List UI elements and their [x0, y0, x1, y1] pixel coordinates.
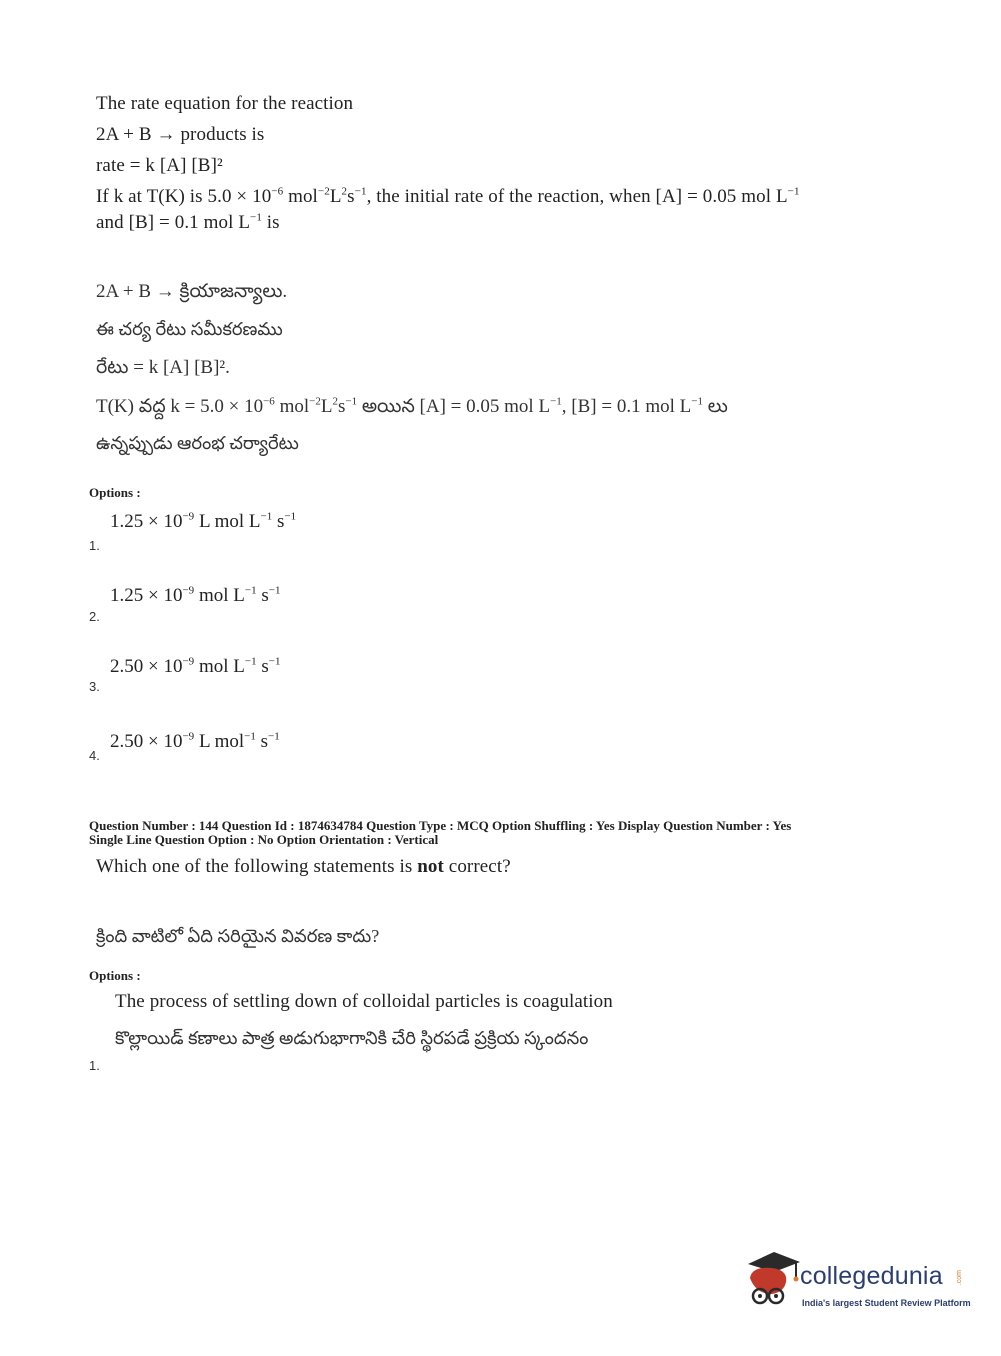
- question-144-meta-line2: Single Line Question Option : No Option Orientation : Vertical: [89, 832, 439, 847]
- question-143-text-line3: rate = k [A] [B]²: [96, 155, 223, 176]
- option-number-2: 2.: [89, 609, 100, 624]
- options-label-144: Options :: [89, 968, 141, 983]
- option-unit: L mol L: [194, 511, 261, 532]
- question-144-text: [96, 856, 511, 878]
- option-coef: 2.50 × 10: [110, 656, 183, 677]
- option-coef: 1.25 × 10: [110, 585, 183, 606]
- option-unit: s: [255, 731, 269, 752]
- q143-l5-b: is: [261, 212, 280, 233]
- question-144-meta-line1: Question Number : 144 Question Id : 1874634784 Question Type : MCQ Option Shuffling : Yes Display Question Number : Yes: [89, 818, 792, 833]
- option-sup: −1: [268, 730, 280, 743]
- option-unit: mol L: [194, 656, 245, 677]
- q143-te-l4-f: , [B] = 0.1 mol L: [561, 396, 692, 417]
- option-sup: −1: [284, 510, 297, 523]
- question-143-telugu-line3: రేటు = k [A] [B]².: [96, 357, 230, 378]
- question-143-text-line4: [96, 186, 800, 208]
- option-2[interactable]: [110, 585, 280, 607]
- option-coef: 2.50 × 10: [110, 731, 183, 752]
- options-label: Options :: [89, 485, 141, 500]
- q144-option-1-te[interactable]: కొల్లాయిడ్ కణాలు పాత్ర అడుగుభాగానికి చేరి స్థిరపడే ప్రక్రియ స్కందనం: [115, 1028, 589, 1048]
- option-sup: −9: [182, 655, 195, 668]
- option-sup: −9: [182, 510, 195, 523]
- option-number-3: 3.: [89, 679, 100, 694]
- question-143-telugu-line1: 2A + B → క్రియాజన్యాలు.: [96, 281, 288, 302]
- q143-te-l4-b: mol: [274, 396, 310, 417]
- q143-sup: −6: [263, 395, 275, 408]
- q144-option-1-en[interactable]: The process of settling down of colloidal particles is coagulation: [115, 991, 613, 1012]
- option-unit: s: [256, 585, 269, 606]
- q143-te-l4-g: లు: [702, 396, 728, 417]
- option-coef: 1.25 × 10: [110, 511, 183, 532]
- q143-te-l4-c: L: [320, 396, 333, 417]
- q143-te-l4-e: అయిన [A] = 0.05 mol L: [357, 396, 551, 417]
- q143-sup: −2: [309, 395, 321, 408]
- q143-te-l4-d: s: [337, 396, 346, 417]
- q143-sup: 2: [332, 395, 338, 408]
- q143-sup: −1: [345, 395, 358, 408]
- option-sup: −9: [182, 584, 195, 597]
- q144-text-b: correct?: [443, 856, 511, 877]
- q143-sup: −1: [250, 211, 262, 224]
- q144-text-a: Which one of the following statements is: [96, 856, 418, 877]
- q143-sup: 2: [341, 185, 348, 198]
- option-sup: −1: [268, 655, 281, 668]
- option-number-1: 1.: [89, 538, 100, 553]
- option-sup: −9: [182, 730, 195, 743]
- q143-sup: −1: [550, 395, 562, 408]
- q143-l4-e: , the initial rate of the reaction, when [A] = 0.05 mol L: [366, 186, 788, 207]
- question-144-telugu: క్రింది వాటిలో ఏది సరియైన వివరణ కాదు?: [96, 926, 380, 946]
- question-143-text-line5: [96, 212, 280, 234]
- q143-te-l4-a: T(K) వద్ద k = 5.0 × 10: [96, 396, 264, 417]
- q143-sup: −1: [354, 185, 367, 198]
- option-number-4: 4.: [89, 748, 100, 763]
- question-143-telugu-line4: [96, 396, 728, 422]
- option-1[interactable]: [110, 511, 296, 533]
- option-sup: −1: [244, 655, 257, 668]
- q143-l4-c: L: [329, 186, 342, 207]
- question-143-text-line1: The rate equation for the reaction: [96, 93, 354, 114]
- option-3[interactable]: [110, 656, 280, 678]
- option-number-144-1: 1.: [89, 1058, 100, 1073]
- option-sup: −1: [244, 584, 257, 597]
- q143-l4-b: mol: [288, 186, 318, 207]
- mascot-icon: [742, 1248, 802, 1312]
- q144-text-bold: not: [417, 856, 444, 877]
- q143-sup: −6: [271, 185, 284, 198]
- option-unit: s: [256, 656, 269, 677]
- option-unit: s: [272, 511, 285, 532]
- option-sup: −1: [244, 730, 256, 743]
- q143-sup: −2: [317, 185, 330, 198]
- option-sup: −1: [260, 510, 273, 523]
- q143-l4-a: If k at T(K) is 5.0 × 10: [96, 186, 272, 207]
- option-sup: −1: [268, 584, 281, 597]
- brand-tagline: India's largest Student Review Platform: [802, 1298, 971, 1308]
- option-unit: L mol: [194, 731, 245, 752]
- collegedunia-logo: [742, 1248, 972, 1318]
- brand-name: collegedunia: [800, 1262, 943, 1290]
- question-143-telugu-line5: ఉన్నప్పుడు ఆరంభ చర్యారేటు: [96, 433, 299, 453]
- option-4[interactable]: [110, 731, 280, 753]
- q143-l4-d: s: [347, 186, 355, 207]
- question-143-text-line2: 2A + B → products is: [96, 124, 265, 145]
- q143-sup: −1: [691, 395, 703, 408]
- brand-dotcom: .com: [956, 1270, 963, 1286]
- question-143-telugu-line2: ఈ చర్య రేటు సమీకరణము: [96, 319, 283, 339]
- q143-sup: −1: [787, 185, 800, 198]
- q143-l5-a: and [B] = 0.1 mol L: [96, 212, 251, 233]
- option-unit: mol L: [194, 585, 245, 606]
